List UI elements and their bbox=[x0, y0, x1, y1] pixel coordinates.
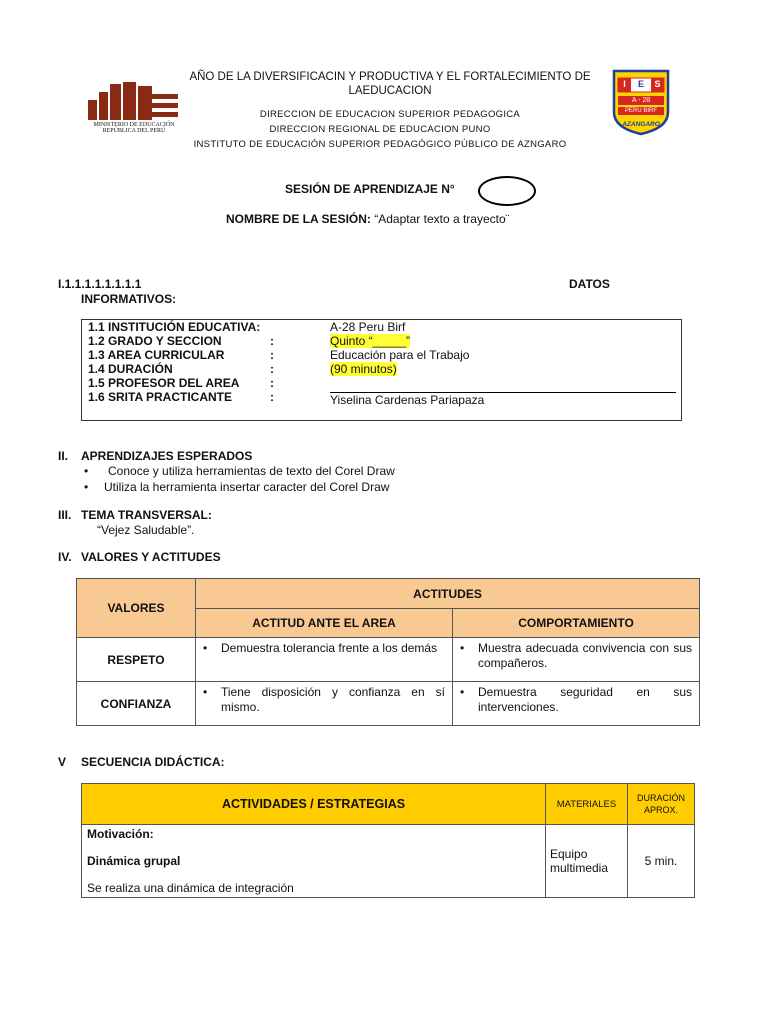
session-name-value: “Adaptar texto a trayecto¨ bbox=[374, 212, 510, 226]
secuencia-table bbox=[81, 783, 695, 898]
table-row bbox=[77, 682, 700, 726]
ministerio-logo bbox=[86, 80, 182, 136]
datos-heading-right: DATOS bbox=[569, 277, 610, 291]
badge-letter-i: I bbox=[623, 79, 626, 89]
materiales-value: Equipo multimedia bbox=[546, 825, 628, 898]
valores-heading: VALORES Y ACTITUDES bbox=[81, 550, 221, 564]
col-actividades: ACTIVIDADES / ESTRATEGIAS bbox=[82, 784, 546, 825]
institute-badge bbox=[611, 68, 671, 136]
valor-confianza: CONFIANZA bbox=[77, 682, 196, 726]
datos-box bbox=[81, 319, 682, 421]
bullet-icon: • bbox=[84, 464, 89, 478]
datos-label-2: 1.2 GRADO Y SECCION bbox=[88, 334, 222, 348]
valor-respeto: RESPETO bbox=[77, 638, 196, 682]
motivacion-title: Motivación: bbox=[87, 827, 154, 841]
col-valores: VALORES bbox=[77, 579, 196, 638]
session-name-label: NOMBRE DE LA SESIÓN: bbox=[226, 212, 371, 226]
datos-label-3: 1.3 AREA CURRICULAR bbox=[88, 348, 225, 362]
bullet-icon: • bbox=[460, 685, 465, 699]
bullet-icon: • bbox=[203, 641, 208, 655]
instituto-line: INSTITUTO DE EDUCACIÓN SUPERIOR PEDAGÓGICO PÚBLICO DE AZNGARO bbox=[193, 139, 567, 150]
datos-label-5: 1.5 PROFESOR DEL AREA bbox=[88, 376, 240, 390]
table-row bbox=[82, 825, 695, 898]
valores-table bbox=[76, 578, 700, 726]
aprendizaje-item-1 bbox=[84, 464, 395, 478]
tema-number: III. bbox=[58, 508, 72, 522]
tema-heading: TEMA TRANSVERSAL: bbox=[81, 508, 212, 522]
actitud-confianza: Tiene disposición y confianza en sí mismo. bbox=[221, 685, 445, 714]
session-name bbox=[226, 212, 510, 226]
datos-value-institucion: A-28 Peru Birf bbox=[330, 320, 406, 334]
badge-number: A - 28 bbox=[631, 97, 651, 104]
secuencia-number: V bbox=[58, 755, 67, 769]
ministerio-text-2: REPÚBLICA DEL PERÚ bbox=[102, 128, 166, 134]
badge-letter-s: S bbox=[654, 79, 661, 89]
col-duracion: DURACIÓN APROX. bbox=[628, 784, 695, 825]
col-materiales: MATERIALES bbox=[546, 784, 628, 825]
bullet-icon: • bbox=[460, 641, 465, 655]
badge-name: PERU BIRF bbox=[624, 108, 657, 114]
year-line-2: LAEDUCACION bbox=[348, 85, 432, 97]
datos-colon-6: : bbox=[270, 390, 274, 404]
col-actitud-area: ACTITUD ANTE EL AREA bbox=[196, 609, 453, 638]
badge-city: AZANGARO bbox=[622, 121, 660, 128]
datos-colon-4: : bbox=[270, 362, 274, 376]
col-actitudes: ACTITUDES bbox=[196, 579, 700, 609]
badge-letter-e: E bbox=[637, 79, 644, 89]
motivacion-subtitle: Dinámica grupal bbox=[87, 854, 181, 868]
table-row bbox=[77, 638, 700, 682]
col-comportamiento: COMPORTAMIENTO bbox=[453, 609, 700, 638]
direccion-2: DIRECCION REGIONAL DE EDUCACION PUNO bbox=[269, 124, 491, 135]
datos-colon-3: : bbox=[270, 348, 274, 362]
valores-number: IV. bbox=[58, 550, 72, 564]
duracion-value: 5 min. bbox=[628, 825, 695, 898]
ministerio-text-1: MINISTERIO DE EDUCACIÓN bbox=[93, 122, 175, 128]
ministerio-building-icon bbox=[86, 80, 182, 122]
datos-colon-5: : bbox=[270, 376, 274, 390]
session-number-oval bbox=[478, 176, 536, 206]
aprendizajes-heading: APRENDIZAJES ESPERADOS bbox=[81, 449, 253, 463]
bullet-icon: • bbox=[203, 685, 208, 699]
aprendizaje-text-1: Conoce y utiliza herramientas de texto del Corel Draw bbox=[108, 464, 395, 478]
aprendizaje-text-2: Utiliza la herramienta insertar caracter del Corel Draw bbox=[104, 480, 390, 494]
aprendizajes-number: II. bbox=[58, 449, 69, 463]
datos-label-4: 1.4 DURACIÓN bbox=[88, 362, 173, 376]
session-title: SESIÓN DE APRENDIZAJE N° bbox=[285, 182, 455, 196]
datos-value-practicante: Yiselina Cardenas Pariapaza bbox=[330, 393, 485, 407]
datos-value-grado: Quinto “_____” bbox=[330, 334, 411, 348]
bullet-icon: • bbox=[84, 480, 89, 494]
datos-label-1: 1.1 INSTITUCIÓN EDUCATIVA: bbox=[88, 320, 261, 334]
datos-value-area: Educación para el Trabajo bbox=[330, 348, 470, 362]
datos-value-duracion: (90 minutos) bbox=[330, 362, 397, 376]
motivacion-text: Se realiza una dinámica de integración bbox=[87, 881, 294, 895]
actitud-respeto: Demuestra tolerancia frente a los demás bbox=[221, 641, 438, 655]
secuencia-heading: SECUENCIA DIDÁCTICA: bbox=[81, 755, 225, 769]
aprendizaje-item-2 bbox=[84, 480, 389, 494]
datos-colon-2: : bbox=[270, 334, 274, 348]
comportamiento-respeto: Muestra adecuada convivencia con sus compañeros. bbox=[478, 641, 692, 670]
comportamiento-confianza: Demuestra seguridad en sus intervenciones. bbox=[478, 685, 692, 714]
direccion-1: DIRECCION DE EDUCACION SUPERIOR PEDAGOGICA bbox=[259, 109, 521, 120]
tema-value: “Vejez Saludable”. bbox=[97, 523, 195, 537]
datos-heading-second: INFORMATIVOS: bbox=[81, 292, 177, 306]
datos-label-6: 1.6 SRITA PRACTICANTE bbox=[88, 390, 233, 404]
datos-heading-number: I.1.1.1.1.1.1.1.1 bbox=[58, 277, 142, 291]
year-line-1: AÑO DE LA DIVERSIFICACIN Y PRODUCTIVA Y EL FORTALECIMIENTO DE bbox=[189, 71, 591, 83]
